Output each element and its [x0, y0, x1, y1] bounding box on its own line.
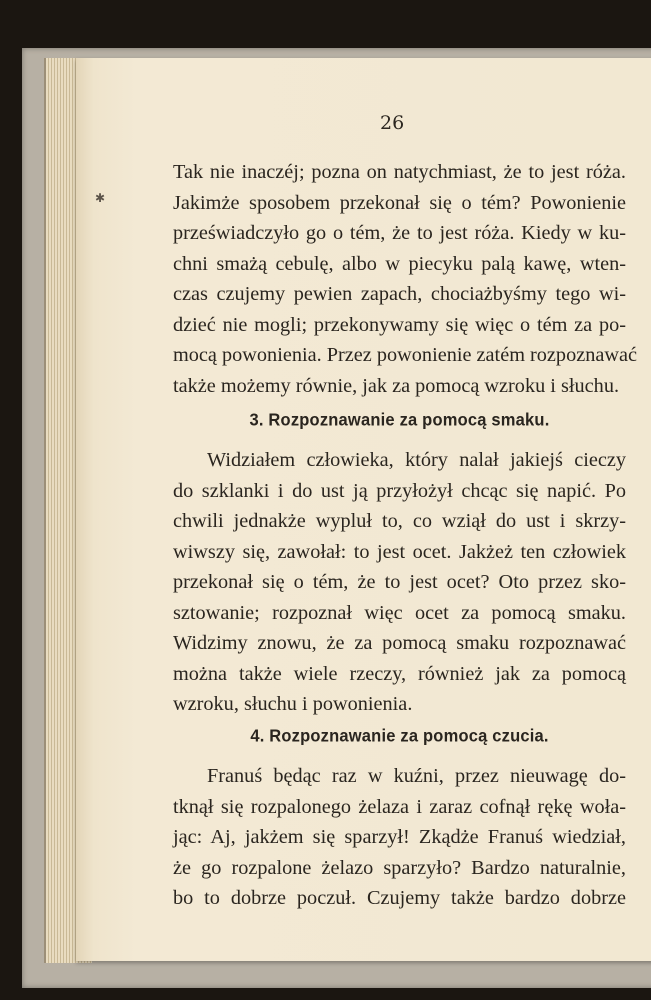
text-line: Widziałem człowieka, który nalał jakiejś cieczy: [207, 449, 626, 471]
text-line: tknął się rozpalonego żelaza i zaraz cofnął rękę woła-: [173, 795, 626, 818]
text-line: chwili jednakże wypluł to, co wziął do ust i skrzy-: [173, 510, 626, 532]
page-number: 26: [380, 112, 405, 134]
text-line: do szklanki i do ust ją przyłożył chcąc się napić. Po: [173, 479, 626, 502]
text-line: sztowanie; rozpoznał więc ocet za pomocą smaku.: [173, 601, 626, 624]
section-heading-touch: 4. Rozpoznawanie za pomocą czucia.: [250, 726, 549, 746]
paragraph-1: [173, 157, 638, 401]
text-line: mocą powonienia. Przez powonienie zatém rozpoznawać: [173, 344, 638, 366]
text-line: przeświadczyło go o tém, że to jest róża. Kiedy w ku-: [173, 222, 626, 244]
text-line: także możemy równie, jak za pomocą wzroku i słuchu.: [173, 374, 620, 397]
text-line: chni smażą cebulę, albo w piecyku palą kawę, wten-: [173, 252, 626, 275]
text-line: dzieć nie mogli; przekonywamy się więc o tém za po-: [173, 313, 626, 336]
text-line: wiwszy się, zawołał: to jest ocet. Jakżeż ten człowiek: [173, 540, 626, 563]
text-line: Franuś będąc raz w kuźni, przez nieuwagę do-: [207, 765, 626, 787]
text-line: Tak nie inaczéj; pozna on natychmiast, że to jest róża.: [173, 161, 626, 183]
text-line: że go rozpalone żelazo sparzyło? Bardzo naturalnie,: [173, 856, 626, 879]
paragraph-2: [173, 445, 626, 720]
text-line: jąc: Aj, jakżem się sparzył! Zkądże Franuś wiedział,: [173, 826, 626, 848]
text-line: Widzimy znowu, że za pomocą smaku rozpoznawać: [173, 632, 626, 654]
paragraph-3: [173, 761, 626, 914]
text-line: można także wiele rzeczy, również jak za pomocą: [173, 662, 626, 685]
text-line: wzroku, słuchu i powonienia.: [173, 693, 413, 715]
text-line: czas czujemy pewien zapach, chociażbyśmy tego wi-: [173, 283, 626, 305]
text-line: Jakimże sposobem przekonał się o tém? Powonienie: [173, 191, 626, 214]
text-line: bo to dobrze poczuł. Czujemy także bardzo dobrze: [173, 887, 626, 909]
section-heading-taste: 3. Rozpoznawanie za pomocą smaku.: [249, 410, 550, 430]
text-line: przekonał się o tém, że to jest ocet? Oto przez sko-: [173, 571, 626, 593]
ink-blot-icon: ✱: [95, 191, 106, 205]
